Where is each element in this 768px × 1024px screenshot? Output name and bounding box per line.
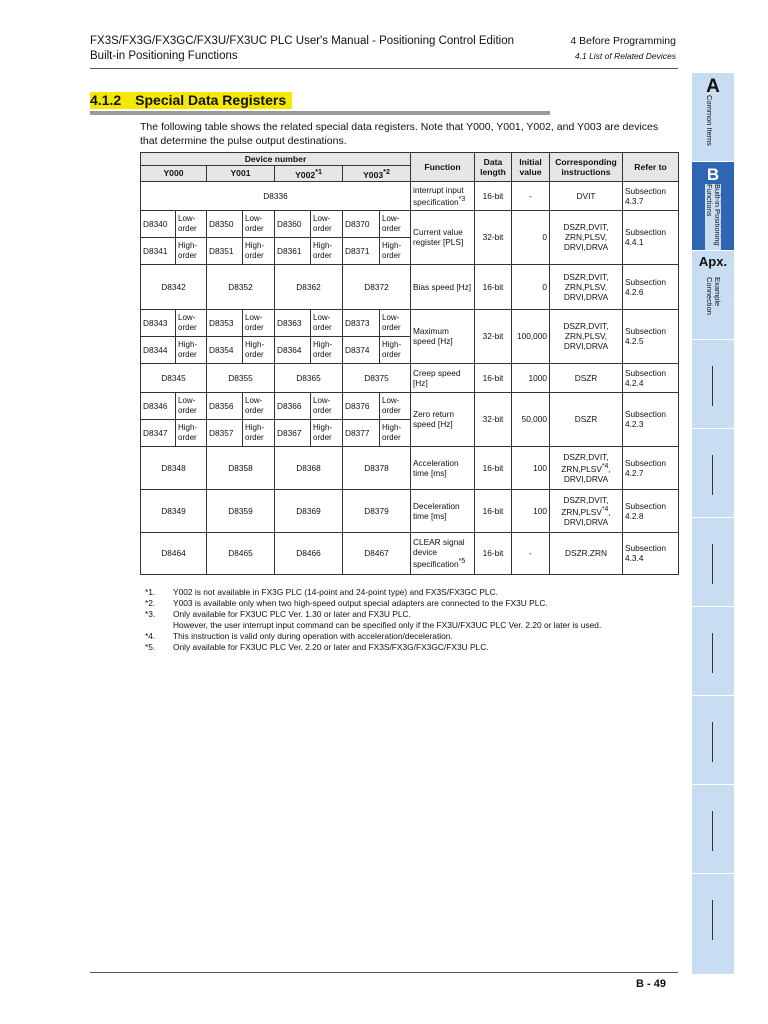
section-heading [90, 90, 550, 116]
tab-blank[interactable] [692, 517, 734, 606]
table-row: D8349 D8359 D8369 D8379 Deceleration time [ms] 16-bit 100 DSZR,DVIT, ZRN,PLSV$^{*4}$, DRVI,DRVA Subsection 4.2.8 [141, 489, 679, 532]
page-number: B - 49 [636, 978, 666, 990]
chapter-header [570, 34, 676, 63]
table-row: D8336 interrupt input specification$^{*3}$ 16-bit - DVIT Subsection 4.3.7 [141, 181, 679, 210]
tab-blank[interactable] [692, 784, 734, 873]
section-reference: 4.1 List of Related Devices [574, 51, 676, 61]
y003-header: Y003$^{*2}$ [343, 166, 411, 182]
table-row: D8344 High-order D8354 High-order D8364 High-order D8374 High-order [141, 336, 679, 363]
function-header: Function [411, 153, 475, 182]
device-number-header: Device number [141, 153, 411, 166]
chapter-title: 4 Before Programming [570, 35, 676, 47]
footnote: *1. Y002 is not available in FX3G PLC (14-point and 24-point type) and FX3S/FX3GC PLC. [145, 587, 498, 597]
tab-blank[interactable] [692, 873, 734, 974]
table-row: D8345 D8355 D8365 D8375 Creep speed [Hz] 16-bit 1000 DSZR Subsection 4.2.4 [141, 363, 679, 392]
section-title: Special Data Registers [135, 92, 287, 108]
tab-builtin-positioning[interactable]: B Built-in Positioning Functions [692, 161, 734, 250]
data-length-header: Data length [475, 153, 512, 182]
tab-blank[interactable] [692, 428, 734, 517]
y000-header: Y000 [141, 166, 207, 182]
footnote: *2. Y003 is available only when two high-speed output special adapters are connected to the FX3U PLC. [145, 598, 548, 608]
tab-blank[interactable] [692, 606, 734, 695]
table-row: D8464 D8465 D8466 D8467 CLEAR signal device specification$^{*5}$ 16-bit - DSZR,ZRN Subsection 4.3.4 [141, 532, 679, 574]
header-rule [90, 68, 678, 69]
footnote: *5. Only available for FX3UC PLC Ver. 2.20 or later and FX3S/FX3G/FX3GC/FX3U PLC. [145, 642, 489, 652]
y002-header: Y002$^{*1}$ [275, 166, 343, 182]
y001-header: Y001 [207, 166, 275, 182]
instructions-header: Corresponding instructions [550, 153, 623, 182]
footer-rule [90, 972, 678, 973]
table-row: D8343 Low-order D8353 Low-order D8363 Low-order D8373 Low-order Maximum speed [Hz] 32-bit 100,000 DSZR,DVIT, ZRN,PLSV, DRVI,DRVA Subsection 4.2.5 [141, 309, 679, 336]
tab-blank[interactable] [692, 339, 734, 428]
manual-title: FX3S/FX3G/FX3GC/FX3U/FX3UC PLC User's Manual - Positioning Control Edition [90, 35, 515, 47]
running-header [90, 34, 514, 64]
special-data-register-table [140, 152, 679, 575]
tab-common-items[interactable]: A Common Items [692, 72, 734, 161]
table-row: D8347 High-order D8357 High-order D8367 High-order D8377 High-order [141, 419, 679, 446]
table-row: D8346 Low-order D8356 Low-order D8366 Low-order D8376 Low-order Zero return speed [Hz] 32-bit 50,000 DSZR Subsection 4.2.3 [141, 392, 679, 419]
table-header-row [141, 153, 679, 166]
section-underline [90, 111, 550, 115]
footnote: *4. This instruction is valid only during operation with acceleration/deceleration. [145, 631, 453, 641]
table-row: D8340 Low-order D8350 Low-order D8360 Low-order D8370 Low-order Current value register [PLS] 32-bit 0 DSZR,DVIT, ZRN,PLSV, DRVI,DRVA Subsection 4.4.1 [141, 210, 679, 237]
intro-paragraph: The following table shows the related special data registers. Note that Y000, Y001, Y002, and Y003 are devices that determine the pulse output destinations. [140, 121, 659, 147]
tab-appendix[interactable]: Apx. Example Connection [692, 250, 734, 339]
table-row: D8341 High-order D8351 High-order D8361 High-order D8371 High-order [141, 237, 679, 264]
table-row: D8348 D8358 D8368 D8378 Acceleration time [ms] 16-bit 100 DSZR,DVIT, ZRN,PLSV$^{*4}$, DRVI,DRVA Subsection 4.2.7 [141, 446, 679, 489]
footnote: *3. Only available for FX3UC PLC Ver. 1.30 or later and FX3U PLC. However, the user interrupt input command can be specified only if the FX3U/FX3UC PLC Ver. 2.20 or later is used. [145, 609, 602, 630]
refer-to-header: Refer to [623, 153, 679, 182]
manual-subtitle: Built-in Positioning Functions [90, 50, 238, 62]
tab-blank[interactable] [692, 695, 734, 784]
initial-value-header: Initial value [512, 153, 550, 182]
footnotes [145, 587, 685, 653]
table-row: D8342 D8352 D8362 D8372 Bias speed [Hz] 16-bit 0 DSZR,DVIT, ZRN,PLSV, DRVI,DRVA Subsection 4.2.6 [141, 264, 679, 309]
section-number: 4.1.2 [90, 92, 122, 108]
